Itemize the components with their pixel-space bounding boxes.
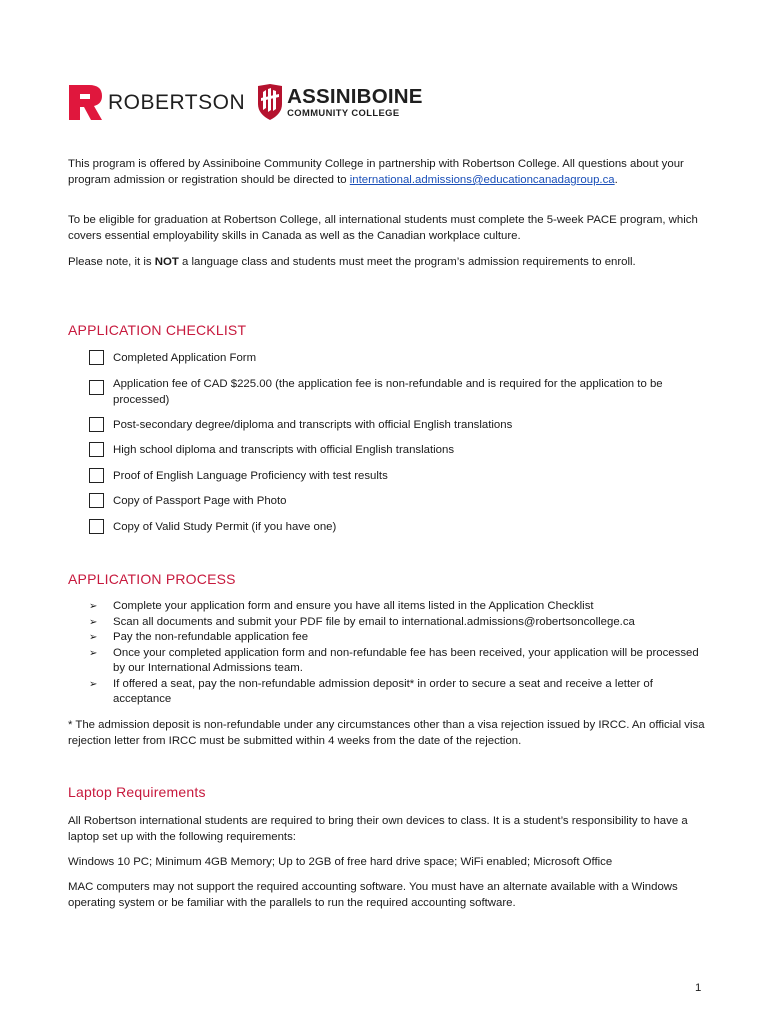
intro-paragraph-3 <box>68 254 708 270</box>
laptop-title: Laptop Requirements <box>68 784 206 800</box>
pace-requirement-text: To be eligible for graduation at Robertson College, all international students must complete the 5-week PACE program, which covers essential employability skills in Canada as well as the Canadian workplace culture. <box>68 214 698 242</box>
checkbox[interactable] <box>89 519 104 534</box>
checklist-item <box>89 376 709 408</box>
laptop-specs-text: Windows 10 PC; Minimum 4GB Memory; Up to 2GB of free hard drive space; WiFi enabled; Microsoft Office <box>68 856 613 868</box>
checklist-item-label: Application fee of CAD $225.00 (the application fee is non-refundable and is required for the application to be processed) <box>113 378 663 406</box>
process-step-text: If offered a seat, pay the non-refundable admission deposit* in order to secure a seat and receive a letter of acceptance <box>113 677 653 705</box>
checklist-item-label: Proof of English Language Proficiency with test results <box>113 470 388 482</box>
page-number: 1 <box>695 982 702 994</box>
robertson-logo-mark-icon <box>69 85 102 120</box>
process-step-text: Scan all documents and submit your PDF file by email to international.admissions@robertsoncollege.ca <box>113 615 635 628</box>
arrow-bullet-icon: ➢ <box>89 678 98 690</box>
list-item <box>89 599 709 615</box>
assiniboine-subtitle: COMMUNITY COLLEGE <box>287 107 400 119</box>
checklist-item <box>89 442 709 458</box>
intro-text: This program is offered by Assiniboine Community College in partnership with Robertson College. All questions about your program admission or registration should be directed to <box>68 158 684 186</box>
assiniboine-shield-icon <box>257 84 283 120</box>
checklist-item <box>89 519 709 535</box>
intro-paragraph-2 <box>68 212 708 244</box>
laptop-paragraph-3 <box>68 879 708 911</box>
checkbox[interactable] <box>89 350 104 365</box>
robertson-wordmark: ROBERTSON <box>108 91 246 114</box>
process-step-text: Once your completed application form and non-refundable fee has been received, your application will be processed by our International Admissions team. <box>113 646 699 674</box>
checkbox[interactable] <box>89 380 104 395</box>
checklist-title: APPLICATION CHECKLIST <box>68 322 247 338</box>
arrow-bullet-icon: ➢ <box>89 601 98 612</box>
arrow-bullet-icon: ➢ <box>89 632 98 643</box>
list-item <box>89 615 709 631</box>
checklist-item-label: High school diploma and transcripts with official English translations <box>113 444 455 456</box>
assiniboine-logo <box>257 84 422 120</box>
process-title: APPLICATION PROCESS <box>68 571 236 587</box>
laptop-paragraph-2 <box>68 854 708 870</box>
checkbox[interactable] <box>89 417 104 432</box>
mac-note-text: MAC computers may not support the required accounting software. You must have an alternate available with a Windows operating system or be familiar with the parallels to run the required accounting software. <box>68 881 678 909</box>
process-step-text: Pay the non-refundable application fee <box>113 631 309 643</box>
intro-period: . <box>614 174 618 186</box>
list-item <box>89 646 709 677</box>
laptop-intro-text: All Robertson international students are required to bring their own devices to class. It is a student’s responsibility to have a laptop set up with the following requirements: <box>68 815 688 843</box>
checkbox[interactable] <box>89 468 104 483</box>
arrow-bullet-icon: ➢ <box>89 647 98 659</box>
note-emphasis: NOT <box>154 256 179 268</box>
note-text-start: Please note, it is <box>68 256 155 268</box>
checklist-item <box>89 417 709 433</box>
note-text-end: a language class and students must meet the program’s admission requirements to enroll. <box>178 256 636 268</box>
list-item <box>89 677 709 708</box>
checklist-item-label: Post-secondary degree/diploma and transcripts with official English translations <box>113 419 513 431</box>
arrow-bullet-icon: ➢ <box>89 616 98 628</box>
assiniboine-wordmark: ASSINIBOINE <box>287 84 423 108</box>
checklist-item-label: Copy of Passport Page with Photo <box>113 495 287 507</box>
checklist-item <box>89 493 709 509</box>
checklist-item-label: Copy of Valid Study Permit (if you have one) <box>113 521 337 533</box>
deposit-footnote <box>68 717 708 749</box>
admissions-email-link[interactable]: international.admissions@educationcanadagroup.ca <box>349 174 615 186</box>
list-item <box>89 630 709 646</box>
process-list <box>89 599 709 708</box>
laptop-paragraph-1 <box>68 813 708 845</box>
checklist-item <box>89 350 709 366</box>
checklist-item-label: Completed Application Form <box>113 352 257 364</box>
intro-paragraph-1 <box>68 156 708 188</box>
logo-bar <box>69 82 423 122</box>
checklist-item <box>89 468 709 484</box>
footnote-text: * The admission deposit is non-refundable under any circumstances other than a visa rejection issued by IRCC. An official visa rejection letter from IRCC must be submitted within 4 weeks from the date of the rejection. <box>68 719 705 747</box>
checkbox[interactable] <box>89 493 104 508</box>
process-step-text: Complete your application form and ensure you have all items listed in the Application Checklist <box>113 600 594 612</box>
checkbox[interactable] <box>89 442 104 457</box>
